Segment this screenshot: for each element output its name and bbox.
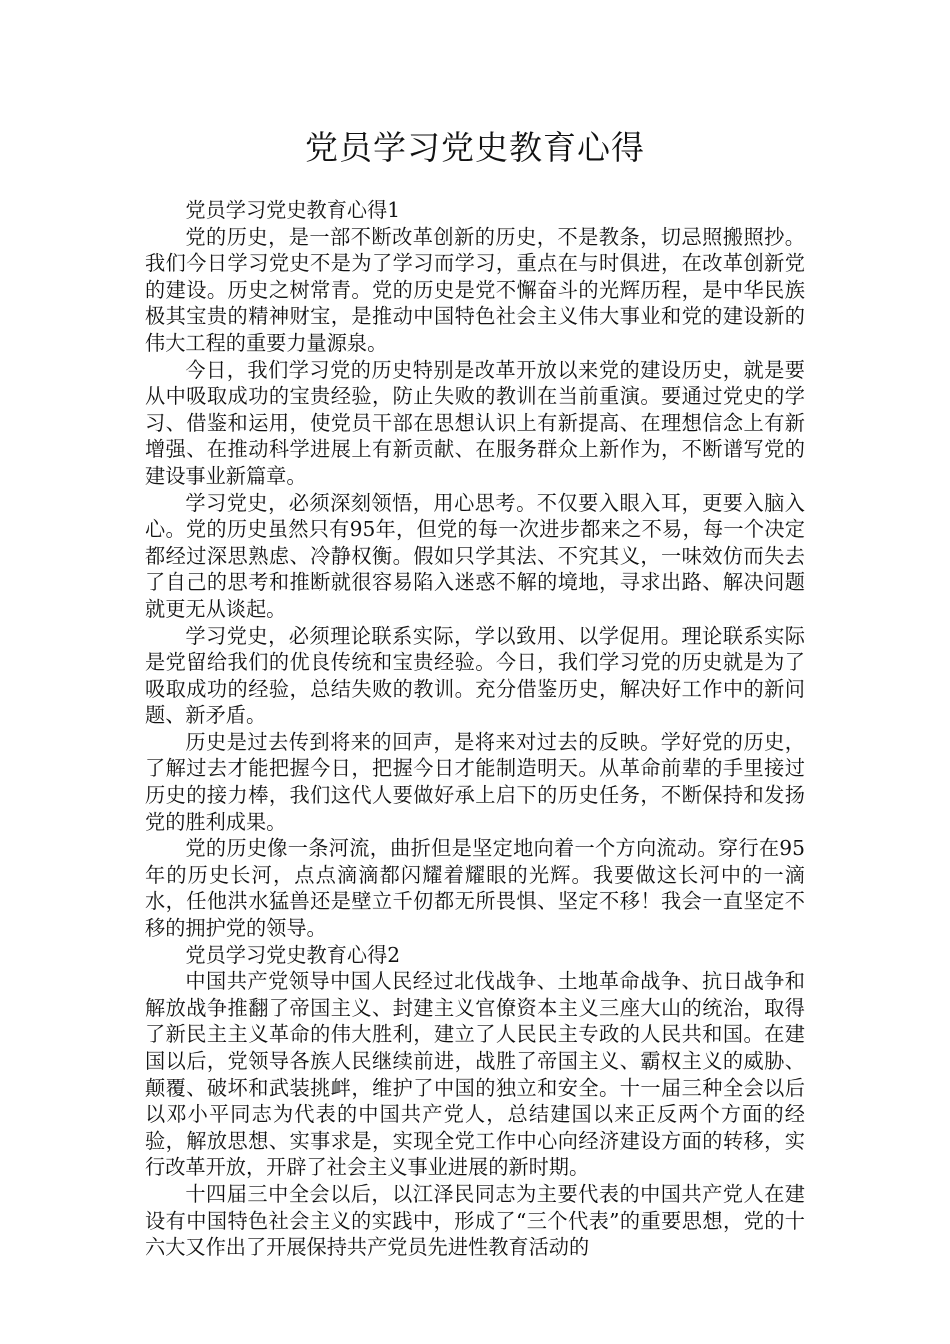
paragraph: 学习党史，必须深刻领悟，用心思考。不仅要入眼入耳，更要入脑入心。党的历史虽然只有95年，但党的每一次进步都来之不易，每一个决定都经过深思熟虑、冷静权衡。假如只学其法、不究其义，一味效仿而失去了自己的思考和推断就很容易陷入迷惑不解的境地，寻求出路、解决问题就更无从谈起。	[145, 490, 805, 621]
paragraph: 今日，我们学习党的历史特别是改革开放以来党的建设历史，就是要从中吸取成功的宝贵经验，防止失败的教训在当前重演。要通过党史的学习、借鉴和运用，使党员干部在思想认识上有新提高、在理想信念上有新增强、在推动科学进展上有新贡献、在服务群众上新作为，不断谱写党的建设事业新篇章。	[145, 357, 805, 488]
paragraph: 党的历史像一条河流，曲折但是坚定地向着一个方向流动。穿行在95年的历史长河，点点滴滴都闪耀着耀眼的光辉。我要做这长河中的一滴水，任他洪水猛兽还是壁立千仞都无所畏惧、坚定不移！我会一直坚定不移的拥护党的领导。	[145, 836, 805, 941]
section-heading-1: 党员学习党史教育心得1	[185, 198, 401, 222]
section-heading-2: 党员学习党史教育心得2	[185, 942, 401, 967]
paragraph: 党的历史，是一部不断改革创新的历史，不是教条，切忌照搬照抄。我们今日学习党史不是为了学习而学习，重点在与时俱进，在改革创新党的建设。历史之树常青。党的历史是党不懈奋斗的光辉历程，是中华民族极其宝贵的精神财宝，是推动中国特色社会主义伟大事业和党的建设新的伟大工程的重要力量源泉。	[145, 224, 805, 355]
paragraph: 历史是过去传到将来的回声，是将来对过去的反映。学好党的历史，了解过去才能把握今日，把握今日才能制造明天。从革命前辈的手里接过历史的接力棒，我们这代人要做好承上启下的历史任务，不断保持和发扬党的胜利成果。	[145, 729, 805, 834]
document-title: 党员学习党史教育心得	[305, 128, 645, 167]
paragraph: 中国共产党领导中国人民经过北伐战争、土地革命战争、抗日战争和解放战争推翻了帝国主义、封建主义官僚资本主义三座大山的统治，取得了新民主主义革命的伟大胜利，建立了人民民主专政的人民共和国。在建国以后，党领导各族人民继续前进，战胜了帝国主义、霸权主义的威胁、颠覆、破坏和武装挑衅，维护了中国的独立和安全。十一届三种全会以后以邓小平同志为代表的中国共产党人，总结建国以来正反两个方面的经验，解放思想、实事求是，实现全党工作中心向经济建设方面的转移，实行改革开放，开辟了社会主义事业进展的新时期。	[145, 969, 805, 1180]
paragraph: 学习党史，必须理论联系实际，学以致用、以学促用。理论联系实际是党留给我们的优良传统和宝贵经验。今日，我们学习党的历史就是为了吸取成功的经验，总结失败的教训。充分借鉴历史，解决好工作中的新问题、新矛盾。	[145, 623, 805, 728]
document-body	[145, 197, 805, 1261]
paragraph: 十四届三中全会以后，以江泽民同志为主要代表的中国共产党人在建设有中国特色社会主义的实践中，形成了“三个代表”的重要思想，党的十六大又作出了开展保持共产党员先进性教育活动的	[145, 1181, 805, 1260]
